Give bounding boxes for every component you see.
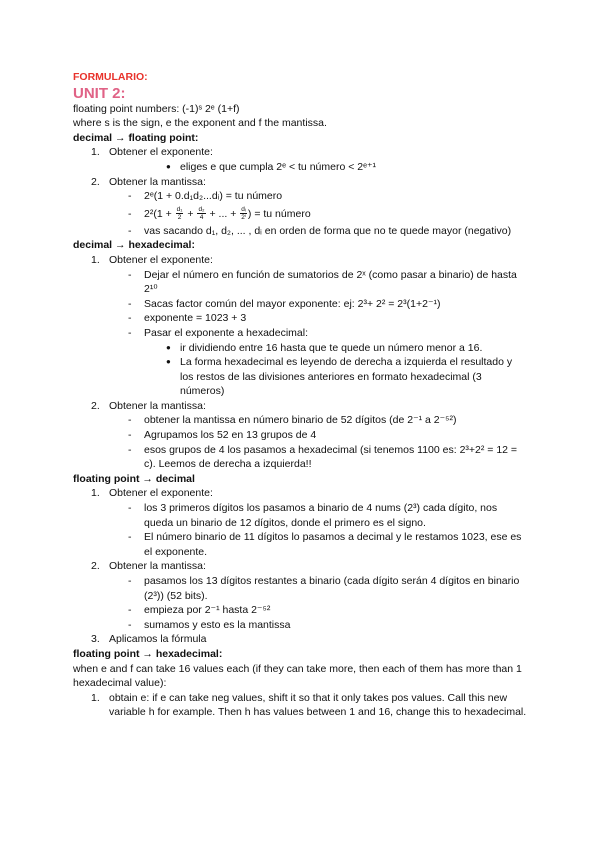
document-page: [73, 70, 528, 720]
list-item: - El número binario de 11 dígitos lo pasamos a decimal y le restamos 1023, ese es el exponente.: [128, 531, 522, 558]
list-item: - obtener la mantissa en número binario de 52 dígitos (de 2⁻¹ a 2⁻⁵²): [128, 414, 457, 427]
section-decimal-hex: decimal → hexadecimal:: [73, 239, 195, 252]
list-item: - vas sacando d₁, d₂, ... , dᵢ en orden de forma que no te quede mayor (negativo): [128, 224, 512, 237]
list-item: - Sacas factor común del mayor exponente: ej: 2³+ 2² = 2³(1+2⁻¹): [128, 297, 441, 310]
intro-formula: floating point numbers: (-1)ˢ 2ᵉ (1+f): [73, 102, 240, 115]
list-item: ● ir dividiendo entre 16 hasta que te quede un número menor a 16.: [166, 341, 483, 354]
list-item: ● eliges e que cumpla 2ᵉ < tu número < 2ᵉ⁺¹: [166, 160, 377, 173]
list-item: - Agrupamos los 52 en 13 grupos de 4: [128, 429, 317, 442]
doc-title: FORMULARIO:: [73, 71, 148, 83]
list-item: 1. Obtener el exponente:: [91, 253, 213, 266]
list-item: 1. Obtener el exponente:: [91, 487, 213, 500]
list-item: - esos grupos de 4 los pasamos a hexadecimal (si tenemos 1100 es: 2³+2² = 12 = c). Leemos de derecha a izquierda!!: [128, 443, 518, 471]
list-item: - los 3 primeros dígitos los pasamos a binario de 4 nums (2³) cada dígito, nos queda un binario de 12 dígitos, donde el primero es el signo.: [128, 502, 498, 529]
list-item: ● La forma hexadecimal es leyendo de derecha a izquierda el resultado y los restos de las divisiones anteriores en formato hexadecimal (3 números): [166, 356, 513, 398]
list-item: 2. Obtener la mantissa:: [91, 175, 206, 188]
list-item: - Dejar el número en función de sumatorios de 2ˣ (como pasar a binario) de hasta 2¹⁰: [128, 268, 517, 296]
list-item: 1. Obtener el exponente:: [91, 146, 213, 159]
list-item: - empieza por 2⁻¹ hasta 2⁻⁵²: [128, 604, 271, 617]
list-item: 2. Obtener la mantissa:: [91, 560, 206, 573]
list-item: - sumamos y esto es la mantissa: [128, 618, 291, 631]
list-item: 3. Aplicamos la fórmula: [91, 633, 207, 646]
intro-explanation: where s is the sign, e the exponent and f the mantissa.: [73, 117, 327, 130]
paragraph: when e and f can take 16 values each (if they can take more, then each of them has more than 1 hexadecimal value):: [73, 662, 522, 690]
list-item: 2. Obtener la mantissa:: [91, 399, 206, 412]
list-item: - exponente = 1023 + 3: [128, 312, 247, 325]
fraction-formula: - 2²(1 + $\frac{\text{d₁}}{2}$ + $\frac{\text{d₂}}{4}$ + ... + $\frac{\text{dᵢ}}{\text{2ⁱ}}$ ) = tu número: [128, 206, 311, 222]
list-item: - pasamos los 13 dígitos restantes a binario (cada dígito serán 4 dígitos en binario (2³)) (52 bits).: [128, 575, 520, 602]
list-item: - Pasar el exponente a hexadecimal:: [128, 326, 309, 339]
section-floating-decimal: floating point → decimal: [73, 472, 195, 485]
list-item: 1. obtain e: if e can take neg values, shift it so that it only takes pos values. Call this new variable h for example. Then h has values between 1 and 16, change this to hexadecimal.: [91, 691, 527, 719]
section-floating-hex: floating point → hexadecimal:: [73, 647, 223, 660]
section-decimal-floating: decimal → floating point:: [73, 131, 199, 144]
unit-heading: UNIT 2:: [73, 84, 126, 102]
list-item: - 2ᵉ(1 + 0.d₁d₂...dᵢ) = tu número: [128, 190, 283, 203]
